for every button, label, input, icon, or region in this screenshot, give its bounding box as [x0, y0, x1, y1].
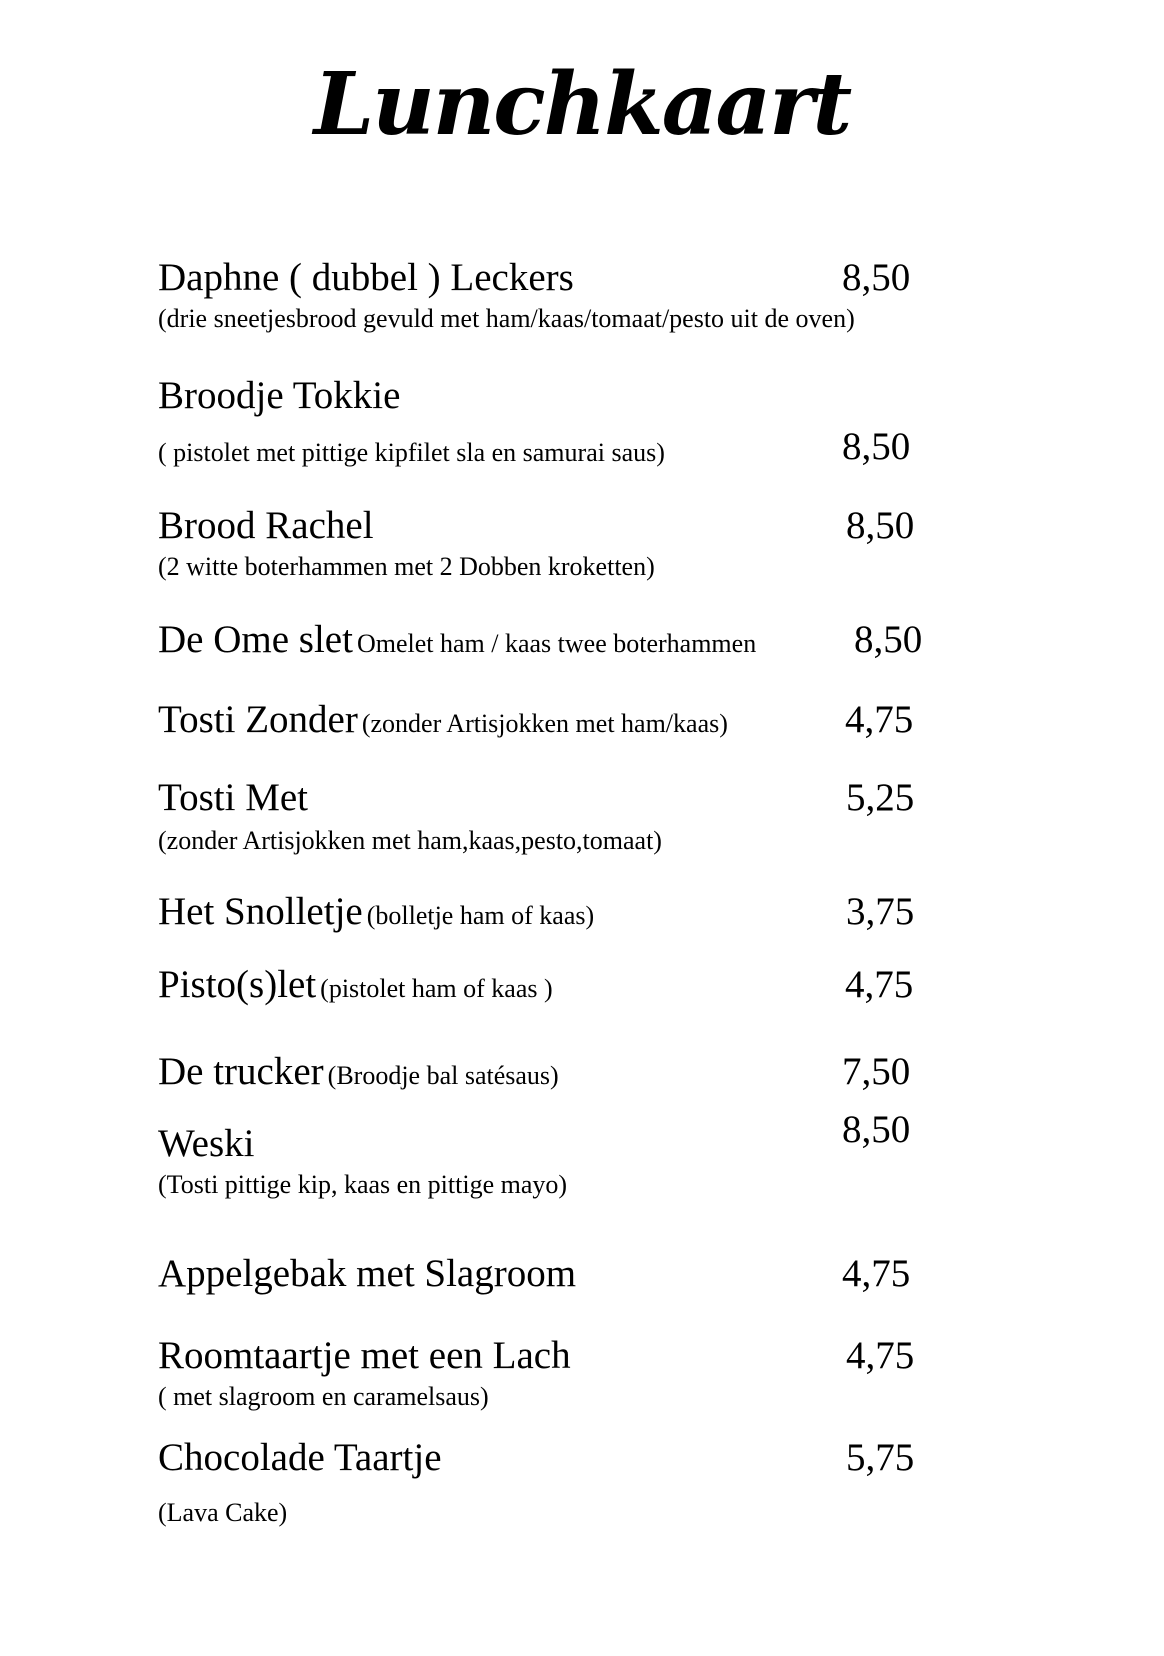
item-price: 8,50	[846, 504, 915, 547]
item-name: De trucker	[158, 1050, 324, 1093]
item-inline-description: (zonder Artisjokken met ham/kaas)	[361, 709, 728, 738]
menu-item-name	[158, 506, 374, 545]
menu-item-name	[158, 1124, 255, 1163]
item-description: (Lava Cake)	[158, 1498, 288, 1527]
item-name: Brood Rachel	[158, 504, 374, 547]
page-title: Lunchkaart	[313, 54, 851, 155]
menu-item-name	[158, 258, 574, 297]
item-inline-description: (Broodje bal satésaus)	[327, 1061, 559, 1090]
item-price: 3,75	[846, 890, 915, 933]
item-name: Daphne ( dubbel ) Leckers	[158, 256, 574, 299]
menu-item-name	[158, 620, 756, 659]
item-name: De Ome slet	[158, 618, 353, 661]
item-description: ( pistolet met pittige kipfilet sla en samurai saus)	[158, 438, 665, 467]
item-price: 4,75	[846, 1334, 915, 1377]
item-price: 4,75	[842, 1252, 911, 1295]
item-name: Tosti Zonder	[158, 698, 358, 741]
item-name: Broodje Tokkie	[158, 374, 401, 417]
item-price: 5,25	[846, 776, 915, 819]
item-description: (zonder Artisjokken met ham,kaas,pesto,tomaat)	[158, 826, 662, 855]
item-price: 4,75	[845, 963, 914, 1006]
item-name: Tosti Met	[158, 776, 309, 819]
item-name: Roomtaartje met een Lach	[158, 1334, 571, 1377]
menu-item-name	[158, 965, 553, 1004]
item-description: (drie sneetjesbrood gevuld met ham/kaas/tomaat/pesto uit de oven)	[158, 304, 855, 333]
item-description: (Tosti pittige kip, kaas en pittige mayo)	[158, 1170, 568, 1199]
item-price: 8,50	[842, 425, 911, 468]
menu-item-name	[158, 1336, 571, 1375]
item-price: 7,50	[842, 1050, 911, 1093]
menu-item-name	[158, 1254, 576, 1293]
menu-item-name	[158, 1438, 442, 1477]
menu-item-name	[158, 700, 728, 739]
item-price: 8,50	[842, 1108, 911, 1151]
item-name: Chocolade Taartje	[158, 1436, 442, 1479]
menu-item-name	[158, 778, 308, 817]
item-price: 4,75	[845, 698, 914, 741]
item-price: 8,50	[842, 256, 911, 299]
item-description: (2 witte boterhammen met 2 Dobben kroketten)	[158, 552, 655, 581]
menu-item-name	[158, 376, 400, 415]
item-inline-description: (pistolet ham of kaas )	[320, 974, 553, 1003]
item-name: Het Snolletje	[158, 890, 363, 933]
item-name: Pisto(s)let	[158, 963, 317, 1006]
item-inline-description: Omelet ham / kaas twee boterhammen	[356, 629, 757, 658]
item-description: ( met slagroom en caramelsaus)	[158, 1382, 489, 1411]
menu-item-name	[158, 892, 594, 931]
item-inline-description: (bolletje ham of kaas)	[366, 901, 595, 930]
item-name: Appelgebak met Slagroom	[158, 1252, 577, 1295]
menu-item-name	[158, 1052, 559, 1091]
item-price: 8,50	[854, 618, 923, 661]
item-name: Weski	[158, 1122, 255, 1165]
item-price: 5,75	[846, 1436, 915, 1479]
